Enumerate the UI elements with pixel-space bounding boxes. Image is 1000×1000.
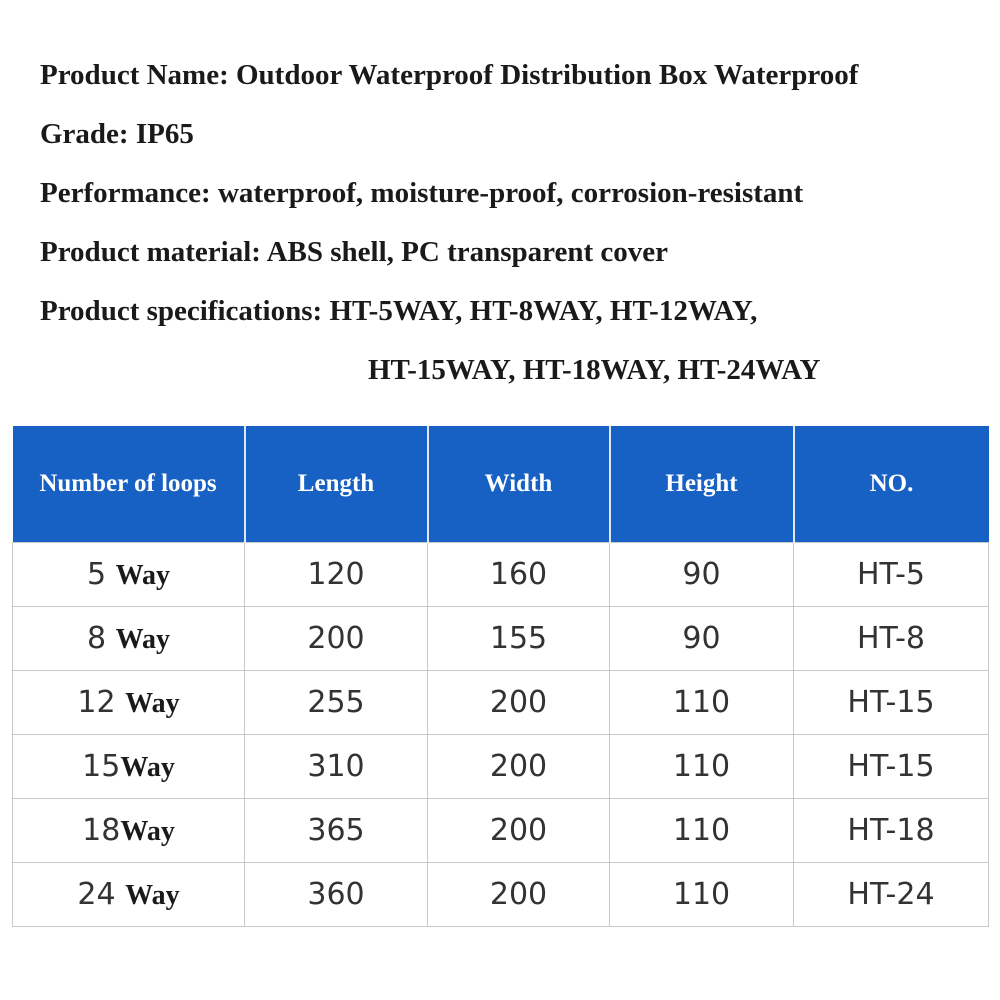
header-number-of-loops: Number of loops <box>13 426 245 543</box>
loops-unit: Way <box>120 752 175 783</box>
cell-loops <box>13 543 245 607</box>
loops-number: 18 <box>82 813 121 848</box>
cell-loops <box>13 607 245 671</box>
cell-height: 110 <box>610 863 794 927</box>
spec-label: Grade: <box>40 118 129 150</box>
header-no: NO. <box>794 426 989 543</box>
cell-length: 255 <box>245 671 428 735</box>
cell-length: 200 <box>245 607 428 671</box>
loops-number: 12 <box>77 685 116 720</box>
loops-number: 8 <box>86 621 107 656</box>
table-row <box>13 735 989 799</box>
header-height: Height <box>610 426 794 543</box>
table-row <box>13 607 989 671</box>
cell-loops <box>13 671 245 735</box>
cell-height: 110 <box>610 735 794 799</box>
cell-width: 200 <box>428 735 610 799</box>
spec-label: Product material: <box>40 236 261 268</box>
cell-loops <box>13 735 245 799</box>
loops-unit: Way <box>115 560 171 591</box>
cell-height: 110 <box>610 799 794 863</box>
cell-no: HT-24 <box>794 863 989 927</box>
table-header-row <box>13 426 989 543</box>
table-row <box>13 671 989 735</box>
spec-value: Outdoor Waterproof Distribution Box Waterproof <box>235 59 859 91</box>
spec-value: waterproof, moisture-proof, corrosion-resistant <box>217 177 804 209</box>
cell-length: 360 <box>245 863 428 927</box>
cell-no: HT-5 <box>794 543 989 607</box>
loops-unit: Way <box>115 624 171 655</box>
cell-length: 120 <box>245 543 428 607</box>
dimensions-table <box>12 426 989 927</box>
cell-no: HT-15 <box>794 671 989 735</box>
spec-label: Performance: <box>40 177 211 209</box>
cell-width: 200 <box>428 863 610 927</box>
cell-height: 90 <box>610 607 794 671</box>
cell-no: HT-15 <box>794 735 989 799</box>
cell-length: 310 <box>245 735 428 799</box>
product-specs <box>40 50 990 404</box>
cell-width: 160 <box>428 543 610 607</box>
cell-width: 155 <box>428 607 610 671</box>
cell-no: HT-18 <box>794 799 989 863</box>
spec-value: IP65 <box>135 118 194 150</box>
table-row <box>13 863 989 927</box>
cell-loops <box>13 863 245 927</box>
spec-product-name <box>40 50 990 109</box>
cell-width: 200 <box>428 671 610 735</box>
spec-grade <box>40 109 990 168</box>
loops-unit: Way <box>125 880 180 911</box>
loops-number: 5 <box>86 557 107 592</box>
spec-label: Product specifications: <box>40 295 323 327</box>
cell-width: 200 <box>428 799 610 863</box>
loops-unit: Way <box>120 816 175 847</box>
cell-no: HT-8 <box>794 607 989 671</box>
spec-value: HT-15WAY, HT-18WAY, HT-24WAY <box>368 354 821 386</box>
spec-specifications <box>40 286 990 345</box>
loops-number: 15 <box>82 749 121 784</box>
cell-height: 110 <box>610 671 794 735</box>
cell-length: 365 <box>245 799 428 863</box>
spec-performance <box>40 168 990 227</box>
spec-value: ABS shell, PC transparent cover <box>266 236 669 268</box>
spec-value: HT-5WAY, HT-8WAY, HT-12WAY, <box>329 295 758 327</box>
table-row <box>13 543 989 607</box>
spec-label: Product Name: <box>40 59 229 91</box>
table-row <box>13 799 989 863</box>
cell-height: 90 <box>610 543 794 607</box>
loops-unit: Way <box>125 688 180 719</box>
spec-specifications-continued <box>40 345 990 404</box>
header-width: Width <box>428 426 610 543</box>
cell-loops <box>13 799 245 863</box>
spec-material <box>40 227 990 286</box>
loops-number: 24 <box>77 877 116 912</box>
header-length: Length <box>245 426 428 543</box>
